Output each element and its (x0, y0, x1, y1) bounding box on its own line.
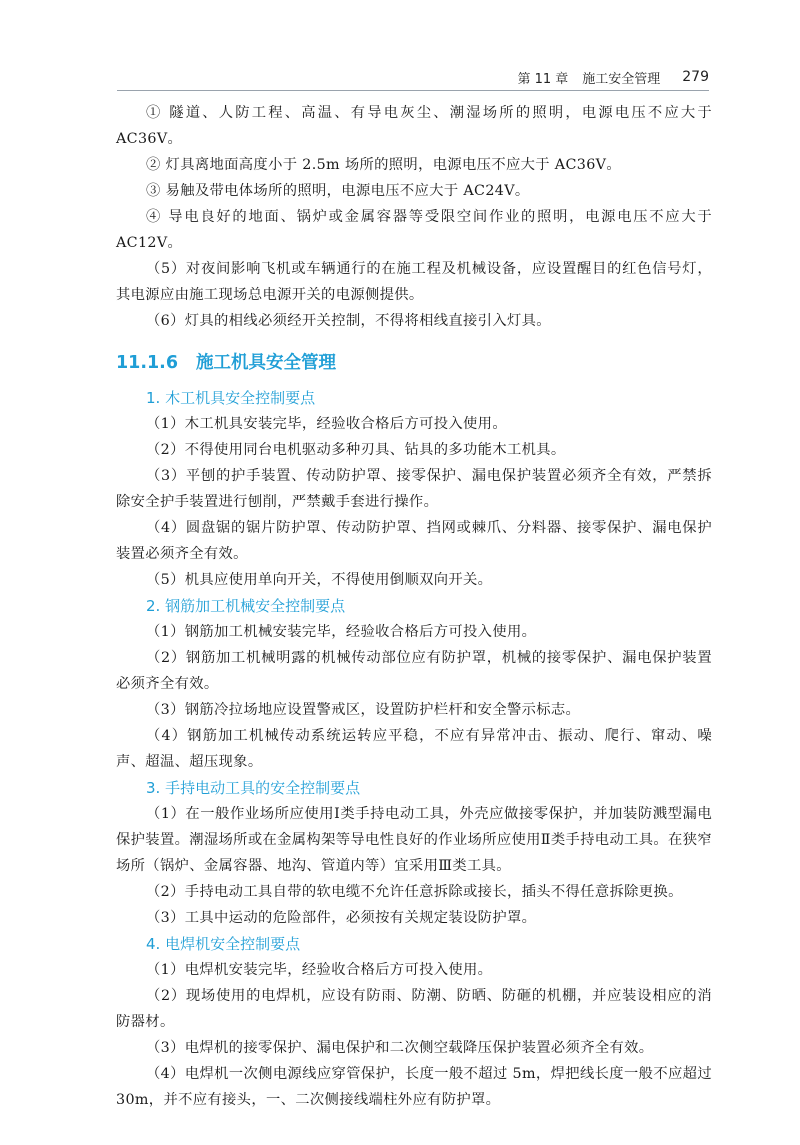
paragraph: （1）木工机具安装完毕，经验收合格后方可投入使用。 (146, 416, 507, 432)
paragraph: （2）不得使用同台电机驱动多种刃具、钻具的多功能木工机具。 (146, 442, 566, 458)
section-title: 施工机具安全管理 (196, 353, 337, 373)
page-number: 279 (682, 69, 709, 85)
paragraph: （4）电焊机一次侧电源线应穿管保护，长度一般不超过 5m，焊把线长度一般不应超过 30m，并不应有接头，一、二次侧接线端柱外应有防护罩。 (116, 1066, 712, 1108)
section-number: 11.1.6 (116, 353, 179, 373)
paragraph: （1）钢筋加工机械安装完毕，经验收合格后方可投入使用。 (146, 624, 537, 640)
paragraph: （1）电焊机安装完毕，经验收合格后方可投入使用。 (146, 962, 493, 978)
paragraph: （1）在一般作业场所应使用Ⅰ类手持电动工具，外壳应做接零保护，并加装防溅型漏电保护装置。潮湿场所或在金属构架等导电性良好的作业场所应使用Ⅱ类手持电动工具。在狭窄场所（锅炉、金属容器、地沟、管道内等）宜采用Ⅲ类工具。 (116, 806, 712, 874)
paragraph: （5）机具应使用单向开关，不得使用倒顺双向开关。 (146, 572, 493, 588)
paragraph: （4）钢筋加工机械传动系统运转应平稳，不应有异常冲击、振动、爬行、窜动、噪声、超温、超压现象。 (116, 728, 712, 770)
paragraph: ② 灯具离地面高度小于 2.5m 场所的照明，电源电压不应大于 AC36V。 (146, 157, 621, 173)
paragraph: （6）灯具的相线必须经开关控制，不得将相线直接引入灯具。 (146, 313, 551, 329)
paragraph: （4）圆盘锯的锯片防护罩、传动防护罩、挡网或棘爪、分料器、接零保护、漏电保护装置必须齐全有效。 (116, 520, 712, 562)
paragraph: （3）工具中运动的危险部件，必须按有关规定装设防护罩。 (146, 910, 537, 926)
paragraph: ④ 导电良好的地面、锅炉或金属容器等受限空间作业的照明，电源电压不应大于AC12V。 (116, 209, 712, 251)
page-body (116, 100, 712, 1113)
chapter-label: 第 11 章 (517, 71, 569, 87)
running-header (117, 66, 709, 88)
paragraph: ① 隧道、人防工程、高温、有导电灰尘、潮湿场所的照明，电源电压不应大于AC36V。 (116, 105, 712, 147)
paragraph: （3）电焊机的接零保护、漏电保护和二次侧空载降压保护装置必须齐全有效。 (146, 1040, 654, 1056)
paragraph: （2）钢筋加工机械明露的机械传动部位应有防护罩，机械的接零保护、漏电保护装置必须齐全有效。 (116, 650, 712, 692)
paragraph: （3）平刨的护手装置、传动防护罩、接零保护、漏电保护装置必须齐全有效，严禁拆除安全护手装置进行刨削，严禁戴手套进行操作。 (116, 468, 712, 510)
subsection-heading: 2. 钢筋加工机械安全控制要点 (146, 597, 346, 615)
paragraph: ③ 易触及带电体场所的照明，电源电压不应大于 AC24V。 (146, 183, 530, 199)
section-heading (116, 348, 712, 378)
chapter-title: 施工安全管理 (582, 71, 661, 87)
subsection-heading: 1. 木工机具安全控制要点 (146, 389, 316, 407)
paragraph: （2）现场使用的电焊机，应设有防雨、防潮、防晒、防砸的机棚，并应装设相应的消防器材。 (116, 988, 712, 1030)
paragraph: （2）手持电动工具自带的软电缆不允许任意拆除或接长，插头不得任意拆除更换。 (146, 884, 683, 900)
header-divider (117, 90, 709, 91)
subsection-heading: 4. 电焊机安全控制要点 (146, 935, 301, 953)
subsection-heading: 3. 手持电动工具的安全控制要点 (146, 779, 361, 797)
paragraph: （3）钢筋冷拉场地应设置警戒区，设置防护栏杆和安全警示标志。 (146, 702, 581, 718)
paragraph: （5）对夜间影响飞机或车辆通行的在施工程及机械设备，应设置醒目的红色信号灯，其电源应由施工现场总电源开关的电源侧提供。 (116, 261, 712, 303)
